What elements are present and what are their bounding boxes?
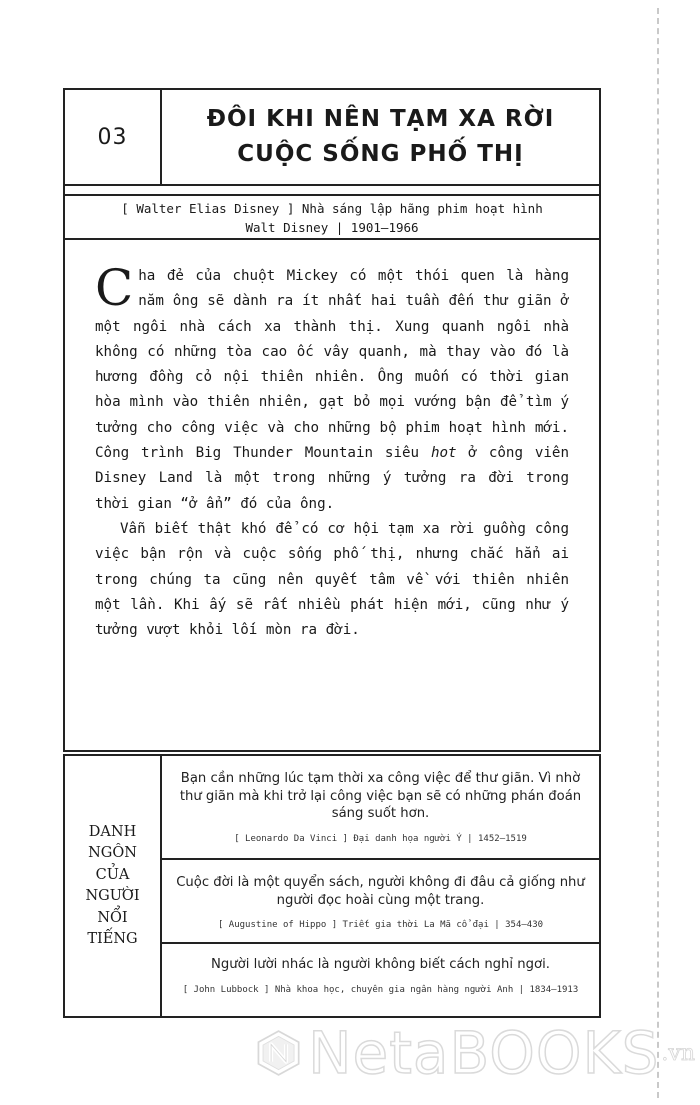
header-spacer — [65, 186, 599, 196]
quote-source: [ John Lubbock ] Nhà khoa học, chuyên gia ngân hàng người Anh | 1834–1913 — [182, 984, 579, 995]
watermark-suffix: .vn — [661, 1040, 695, 1066]
quote-text: Bạn cần những lúc tạm thời xa công việc để thư giãn. Vì nhờ thư giãn mà khi trở lại công việc bạn sẽ có những phán đoán sáng suốt hơn. — [179, 771, 582, 821]
article-body — [65, 240, 599, 750]
quotes-label-line: DANH — [88, 823, 137, 840]
quotes-label — [65, 756, 162, 1016]
chapter-frame — [63, 88, 601, 752]
quote-text: Người lười nhác là người không biết cách nghỉ ngơi. — [211, 957, 550, 972]
paragraph-1 — [95, 259, 570, 517]
quote-item — [162, 944, 599, 1016]
quote-source: [ Augustine of Hippo ] Triết gia thời La Mã cổ đại | 354–430 — [217, 920, 544, 930]
chapter-title — [162, 90, 599, 184]
quote-item — [162, 860, 599, 944]
netabooks-watermark — [255, 1010, 695, 1096]
quote-source: [ Leonardo Da Vinci ] Đại danh họa người Ý | 1452–1519 — [234, 833, 527, 844]
netabooks-logo-icon — [255, 1012, 302, 1094]
famous-quotes-box — [63, 754, 601, 1018]
quotes-list — [162, 756, 599, 1016]
chapter-header — [65, 90, 599, 186]
quotes-label-line: NGÔN — [88, 845, 137, 861]
paragraph-2: Vẫn biết thật khó để có cơ hội tạm xa rời guồng công việc bận rộn và cuộc sống phố thị, nhưng chắc hẳn ai trong chúng ta cũng nên quyết tâm về với thiên nhiên một lần. Khi ấy sẽ rất nhiều phát hiện mới, cũng như ý tưởng vượt khỏi lối mòn ra đời. — [95, 520, 569, 639]
quote-text: Cuộc đời là một quyển sách, người không đi đâu cả giống như người đọc hoài cùng một trang. — [176, 875, 585, 908]
attribution-line2: Walt Disney | 1901–1966 — [245, 220, 419, 235]
quotes-label-line: NGƯỜI — [85, 888, 140, 904]
paragraph-1-text: ha đẻ của chuột Mickey có một thói quen là hàng năm ông sẽ dành ra ít nhất hai tuần đến thư giãn ở một ngôi nhà cách xa thành thị. Xung quanh ngôi nhà không có những tòa cao ốc vây quanh, mà thay vào đó là hương đồng cỏ nội thiên nhiên. Ông muốn có thời gian hòa mình vào thiên nhiên, gạt bỏ mọi vướng bận để tìm ý tưởng cho công việc và cho những bộ phim hoạt hình mới. Công trình Big Thunder Mountain siêu — [95, 268, 569, 462]
hot-word: hot — [430, 445, 457, 462]
quotes-label-line: CỦA — [95, 866, 130, 883]
chapter-title-line1: ĐÔI KHI NÊN TẠM XA RỜI — [206, 106, 555, 132]
attribution — [65, 196, 599, 240]
dashed-cut-line — [657, 8, 659, 1098]
quotes-label-line: NỔI — [97, 909, 128, 926]
quotes-label-line: TIẾNG — [87, 931, 138, 947]
chapter-title-line2: CUỘC SỐNG PHỐ THỊ — [237, 141, 524, 167]
watermark-text: NetaBOOKS — [308, 1019, 660, 1087]
drop-cap: C — [95, 259, 134, 317]
chapter-number: 03 — [65, 90, 162, 184]
paragraph-1-end: ở công viên Disney Land là một trong những ý tưởng ra đời trong thời gian “ở ẩn” đó của ông. — [95, 445, 570, 512]
attribution-line1: [ Walter Elias Disney ] Nhà sáng lập hãng phim hoạt hình — [121, 201, 543, 216]
quote-item — [162, 756, 599, 860]
